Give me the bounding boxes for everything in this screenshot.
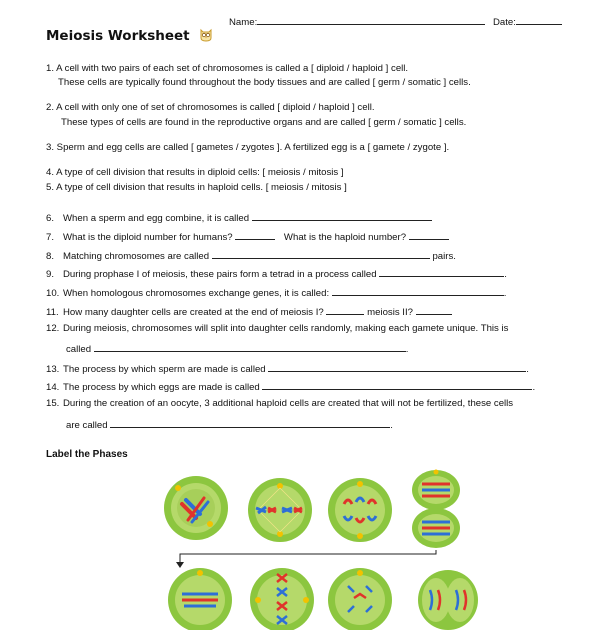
phase-cell-2[interactable] — [248, 478, 312, 542]
question-12-line2: called . — [66, 341, 408, 355]
question-2-line1: 2. A cell with only one of set of chromosomes is called [ diploid / haploid ] cell. — [46, 102, 375, 113]
date-label: Date: — [493, 17, 516, 28]
question-15-line2: are called . — [66, 417, 393, 431]
name-line[interactable] — [257, 14, 485, 25]
question-8: 8. Matching chromosomes are called pairs. — [46, 248, 456, 262]
question-3: 3. Sperm and egg cells are called [ gametes / zygotes ]. A fertilized egg is a [ gamete / zygote ]. — [46, 142, 450, 153]
q14-answer-line[interactable] — [262, 379, 532, 390]
phase-cell-4[interactable] — [412, 470, 460, 549]
owl-icon — [200, 28, 212, 42]
page-title: Meiosis Worksheet — [46, 28, 212, 44]
question-11: 11. How many daughter cells are created at the end of meiosis I? meiosis II? — [46, 304, 452, 318]
question-15-line1: 15. During the creation of an oocyte, 3 additional haploid cells are created that will not be fertilized, these cells — [46, 398, 514, 409]
q12-answer-line[interactable] — [94, 341, 406, 352]
question-9: 9. During prophase I of meiosis, these pairs form a tetrad in a process called . — [46, 266, 507, 280]
phase-cell-8[interactable] — [418, 570, 478, 630]
phase-cell-5[interactable] — [168, 568, 232, 630]
q7a-answer-line[interactable] — [235, 229, 275, 240]
question-13: 13. The process by which sperm are made is called . — [46, 361, 529, 375]
label-the-phases-heading: Label the Phases — [46, 449, 128, 460]
question-6: 6. When a sperm and egg combine, it is called — [46, 210, 432, 224]
phase-cell-7[interactable] — [328, 568, 392, 630]
question-5: 5. A type of cell division that results in haploid cells. [ meiosis / mitosis ] — [46, 182, 347, 193]
q9-answer-line[interactable] — [379, 266, 504, 277]
q11a-answer-line[interactable] — [326, 304, 364, 315]
question-1-line2: These cells are typically found throughout the body tissues and are called [ germ / somatic ] cells. — [58, 77, 471, 88]
question-7: 7. What is the diploid number for humans? What is the haploid number? — [46, 229, 449, 243]
phase-cell-3[interactable] — [328, 478, 392, 542]
phase-cell-6[interactable] — [250, 568, 314, 630]
q7b-answer-line[interactable] — [409, 229, 449, 240]
question-2-line2: These types of cells are found in the reproductive organs and are called [ germ / somatic ] cells. — [61, 117, 467, 128]
question-1-line1: 1. A cell with two pairs of each set of chromosomes is called a [ diploid / haploid ] cell. — [46, 63, 409, 74]
q15-answer-line[interactable] — [110, 417, 390, 428]
phase-cell-1[interactable] — [164, 476, 228, 540]
date-line[interactable] — [516, 14, 562, 25]
q6-answer-line[interactable] — [252, 210, 432, 221]
date-field[interactable] — [493, 14, 562, 28]
name-label: Name: — [229, 17, 258, 28]
question-4: 4. A type of cell division that results in diploid cells: [ meiosis / mitosis ] — [46, 167, 344, 178]
q10-answer-line[interactable] — [332, 285, 504, 296]
q11b-answer-line[interactable] — [416, 304, 452, 315]
question-12-line1: 12. During meiosis, chromosomes will split into daughter cells randomly, making each gamete unique. This is — [46, 323, 509, 334]
q8-answer-line[interactable] — [212, 248, 430, 259]
name-field[interactable] — [229, 14, 485, 28]
question-10: 10. When homologous chromosomes exchange genes, it is called: . — [46, 285, 506, 299]
q13-answer-line[interactable] — [268, 361, 526, 372]
sequence-arrow — [180, 550, 436, 562]
meiosis-phases-diagram — [160, 466, 490, 630]
question-14: 14. The process by which eggs are made is called . — [46, 379, 535, 393]
